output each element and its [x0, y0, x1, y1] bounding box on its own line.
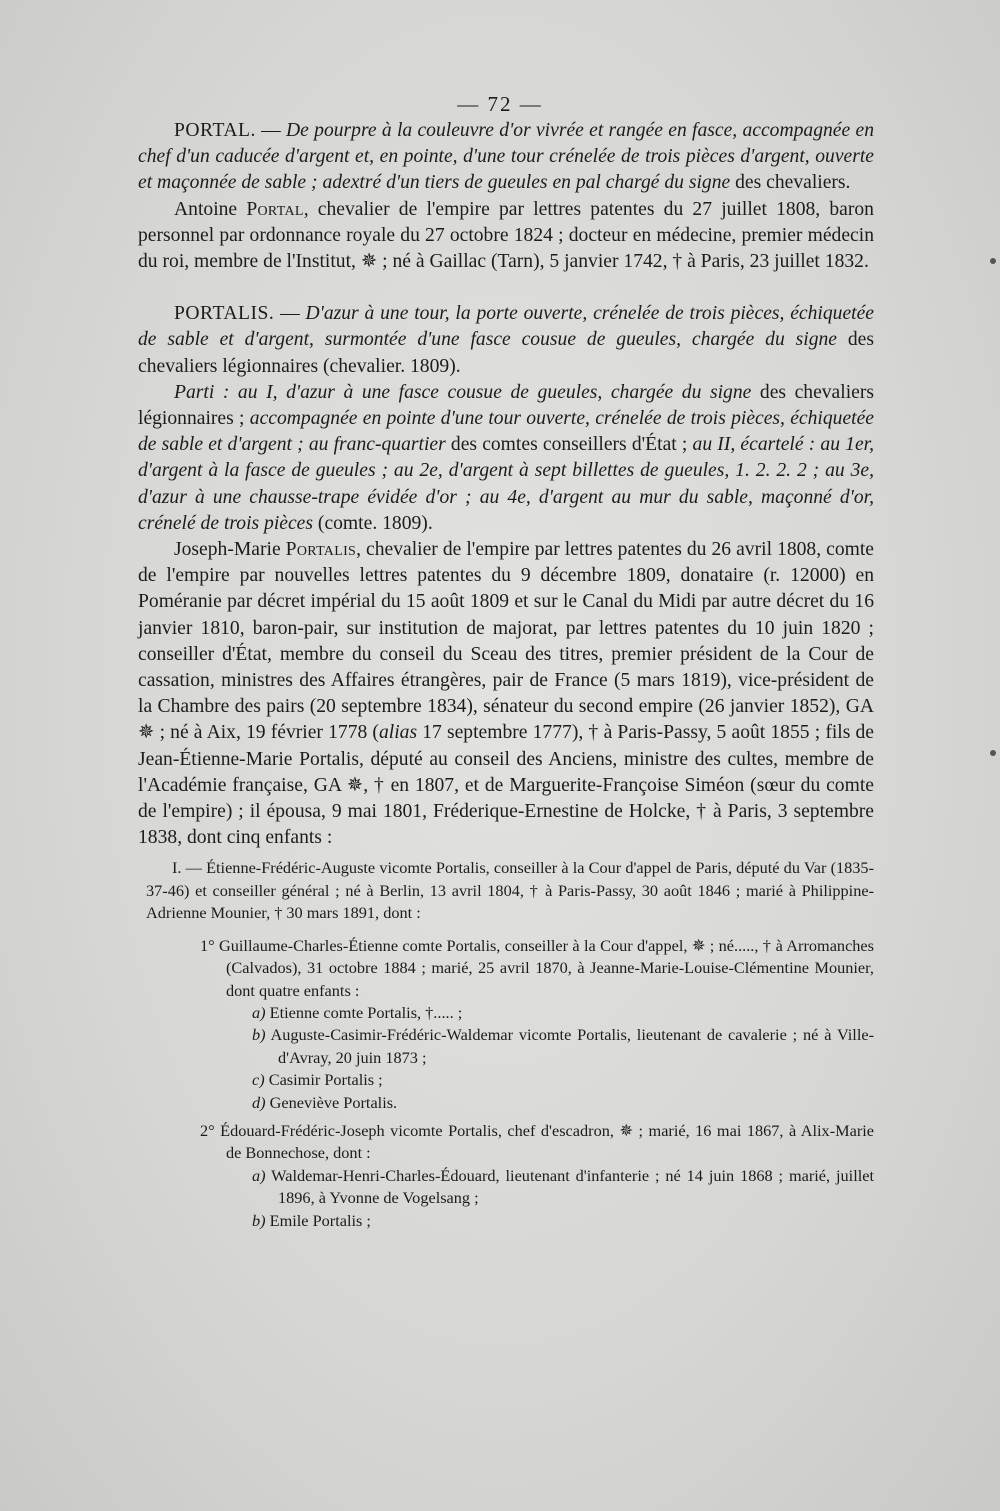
portalis-heading: PORTALIS. [174, 303, 275, 325]
parti-paragraph [138, 380, 874, 537]
portal-blazon-end: des chevaliers. [730, 172, 851, 194]
item-2a-letter: a) [252, 1165, 266, 1185]
antoine-name-surname: Portal [246, 198, 304, 220]
document-body [138, 118, 874, 1232]
joseph-name-surname: Portalis [285, 539, 357, 561]
parti-mid1: des chevaliers légionnaires ; [138, 381, 874, 430]
descendant-item-2b [138, 1210, 874, 1232]
parti-mid2: des comtes conseillers d'État ; [445, 434, 693, 456]
portal-dash: — [255, 120, 287, 141]
portalis-blazon: D'azur à une tour, la porte ouverte, crénelée de trois pièces, échiquetée de sable et d'argent, surmontée d'une fasce cousue de gueules, chargée du signe [138, 303, 874, 351]
descendant-item-1c [138, 1069, 874, 1091]
portal-blazon: De pourpre à la couleuvre d'or vivrée et rangée en fasce, accompagnée en chef d'un caducée d'argent et, en pointe, d'une tour crénelée de trois pièces d'argent, ouverte et maçonnée de sable ; adextré d'un tiers de gueules en pal chargé du signe [138, 120, 874, 194]
item-1b-text: Auguste-Casimir-Frédéric-Waldemar vicomte Portalis, lieutenant de cavalerie ; né à Ville-d'Avray, 20 juin 1873 ; [265, 1025, 874, 1067]
item-1d-letter: d) [252, 1092, 266, 1112]
portalis-dash: — [274, 303, 306, 325]
item-1d-text: Geneviève Portalis. [265, 1092, 398, 1112]
antoine-portal-paragraph [138, 197, 874, 276]
antoine-text: , chevalier de l'empire par lettres patentes du 27 juillet 1808, baron personnel par ordonnance royale du 27 octobre 1824 ; docteur en médecine, premier médecin du roi, membre de l'Institut, ✵ ; né à Gaillac (Tarn), 5 janvier 1742, † à Paris, 23 juillet 1832. [138, 198, 874, 273]
margin-mark [990, 750, 996, 756]
item-1c-text: Casimir Portalis ; [264, 1070, 383, 1090]
descendant-item-1b [138, 1024, 874, 1069]
portal-heading: PORTAL. [174, 120, 256, 141]
descendant-item-1: 1° Guillaume-Charles-Étienne comte Portalis, conseiller à la Cour d'appel, ✵ ; né....., † à Arromanches (Calvados), 31 octobre 1884 ; marié, 25 avril 1870, à Jeanne-Marie-Louise-Clémentine Mounier, dont quatre enfants : [200, 935, 874, 1000]
portalis-blazon-end: des chevaliers légionnaires (chevalier. 1809). [138, 329, 874, 377]
item-2a-text: Waldemar-Henri-Charles-Édouard, lieutenant d'infanterie ; né 14 juin 1868 ; marié, juillet 1896, à Yvonne de Vogelsang ; [265, 1165, 874, 1208]
item-2b-letter: b) [252, 1210, 266, 1230]
descendants-list [138, 857, 874, 1232]
main-text [138, 118, 874, 851]
joseph-marie-paragraph [138, 537, 874, 851]
item-1a-text: Etienne comte Portalis, †..... ; [265, 1002, 463, 1022]
descendant-item-1d [138, 1092, 874, 1114]
joseph-text: , chevalier de l'empire par lettres patentes du 26 avril 1808, comte de l'empire par nouvelles lettres patentes du 9 décembre 1809, donataire (r. 12000) en Poméranie par décret impérial du 15 août 1809 et sur le Canal du Midi par autre décret du 16 janvier 1810, baron-pair, sur institution de majorat, par lettres patentes du 10 juin 1820 ; conseiller d'État, membre du conseil du Sceau des titres, premier président de la Cour de cassation, ministres des Affaires étrangères, pair de France (5 mars 1819), vice-président de la Chambre des pairs (20 septembre 1834), sénateur du second empire (26 janvier 1852), GA ✵ ; né à Aix, 19 février 1778 ( [138, 539, 874, 744]
joseph-alias: alias [378, 722, 418, 744]
joseph-text2: 17 septembre 1777), † à Paris-Passy, 5 août 1855 ; fils de Jean-Étienne-Marie Portalis, député au conseil des Anciens, ministre des cultes, membre de l'Académie française, GA ✵, † en 1807, et de Marguerite-Françoise Siméon (sœur du comte de l'empire) ; il épousa, 9 mai 1801, Fréderique-Ernestine de Holcke, † à Paris, 3 septembre 1838, dont cinq enfants : [138, 722, 874, 849]
portalis-entry [138, 301, 874, 380]
page-number: — 72 — [457, 92, 543, 116]
parti-blazon2: accompagnée en pointe d'une tour ouverte, crénelée de trois pièces, échiquetée de sable et d'argent ; au franc-quartier [138, 408, 874, 456]
item-2b-text: Emile Portalis ; [265, 1210, 371, 1230]
joseph-name-first: Joseph-Marie [174, 539, 286, 561]
descendant-item-1a [138, 1002, 874, 1024]
descendant-item-I: I. — Étienne-Frédéric-Auguste vicomte Portalis, conseiller à la Cour d'appel de Paris, député du Var (1835-37-46) et conseiller général ; né à Berlin, 13 avril 1804, † à Paris-Passy, 30 août 1846 ; marié à Philippine-Adrienne Mounier, † 30 mars 1891, dont : [146, 858, 874, 923]
margin-mark [990, 258, 996, 264]
descendant-item-2a [138, 1165, 874, 1210]
section-spacer [138, 275, 874, 301]
parti-blazon3: au II, écartelé : au 1er, d'argent à la fasce de gueules ; au 2e, d'argent à sept billettes de gueules, 1. 2. 2. 2 ; au 3e, d'azur à une chausse-trape évidée d'or ; au 4e, d'argent au mur du sable, maçonné d'or, crénelé de trois pièces [138, 434, 875, 534]
parti-end: (comte. 1809). [313, 512, 433, 534]
item-1a-letter: a) [252, 1002, 266, 1022]
descendant-item-2: 2° Édouard-Frédéric-Joseph vicomte Portalis, chef d'escadron, ✵ ; marié, 16 mai 1867, à Alix-Marie de Bonnechose, dont : [200, 1120, 874, 1163]
portal-entry [138, 118, 874, 197]
antoine-name-first: Antoine [174, 198, 247, 220]
item-1b-letter: b) [252, 1025, 266, 1045]
parti-blazon: Parti : au I, d'azur à une fasce cousue de gueules, chargée du signe [174, 381, 752, 403]
item-1c-letter: c) [252, 1070, 265, 1090]
